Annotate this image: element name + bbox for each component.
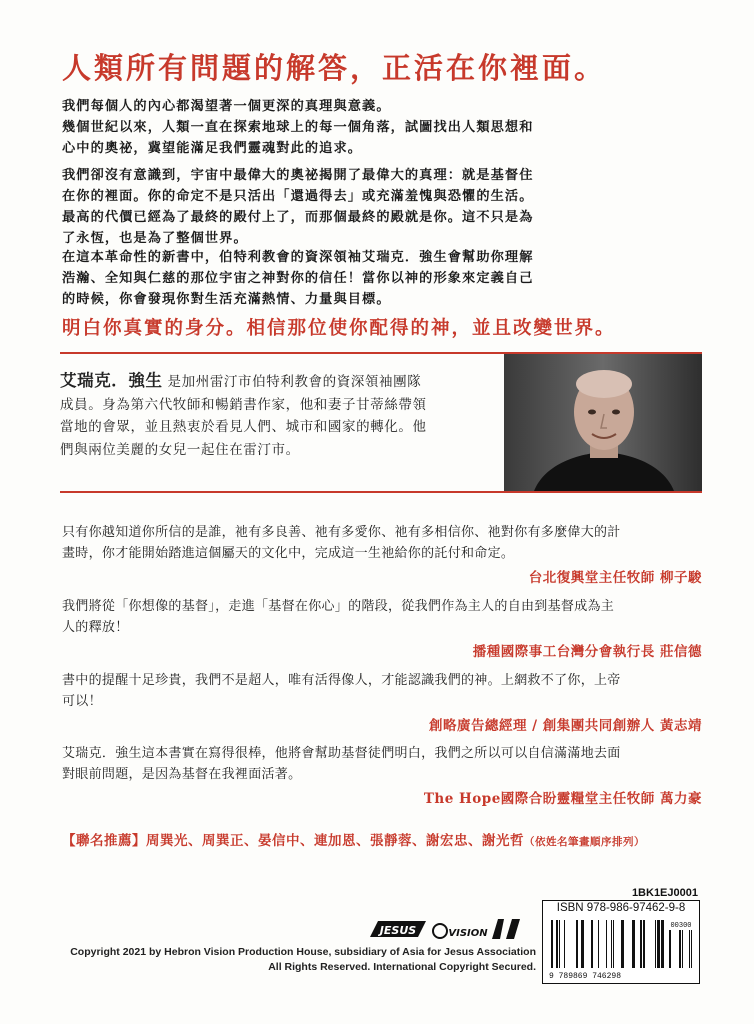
endorsement-line: 我們將從「你想像的基督」，走進「基督在你心」的階段，從我們作為主人的自由到基督成為主	[62, 599, 615, 614]
paragraph-line: 最高的代價已經為了最終的殿付上了，而那個最終的殿就是你。這不只是為	[62, 210, 534, 225]
endorsement-3	[62, 670, 702, 737]
paragraph-line: 幾個世紀以來，人類一直在探索地球上的每一個角落，試圖找出人類思想和	[62, 120, 534, 135]
barcode-icon	[547, 918, 695, 980]
intro-paragraph-2	[62, 165, 702, 249]
intro-paragraph-3	[62, 247, 702, 310]
author-section	[60, 352, 702, 493]
endorsement-signature: 播種國際事工台灣分會執行長 莊信德	[472, 644, 702, 660]
publisher-mark-icon	[492, 919, 520, 939]
endorsement-signature: The Hope國際合盼靈糧堂主任牧師 萬力豪	[423, 791, 702, 807]
paragraph-line: 心中的奧祕，冀望能滿足我們靈魂對此的追求。	[62, 141, 363, 156]
paragraph-line: 我們每個人的內心都渴望著一個更深的真理與意義。	[62, 99, 391, 114]
joint-recommendation	[62, 829, 645, 849]
author-name: 艾瑞克．強生	[60, 371, 163, 390]
vision-logo-icon	[433, 924, 488, 939]
author-bio-line: 成員。身為第六代牧師和暢銷書作家，他和妻子甘蒂絲帶領	[60, 396, 427, 413]
copyright-line: All Rights Reserved. International Copyright Secured.	[268, 960, 536, 973]
headline: 人類所有問題的解答，正活在你裡面。	[62, 51, 607, 85]
product-code: 1BK1EJ0001	[631, 887, 698, 899]
endorsement-2	[62, 596, 702, 663]
author-bio-line: 是加州雷汀市伯特利教會的資深領袖團隊	[167, 374, 422, 390]
paragraph-line: 在你的裡面。你的命定不是只活出「還過得去」或充滿羞愧與恐懼的生活。	[62, 189, 534, 204]
author-photo	[504, 354, 702, 491]
paragraph-line: 我們卻沒有意識到，宇宙中最偉大的奧祕揭開了最偉大的真理：就是基督住	[62, 168, 534, 183]
endorsement-line: 對眼前問題，是因為基督在我裡面活著。	[62, 767, 302, 782]
price-code: 00300	[670, 922, 692, 930]
paragraph-line: 在這本革命性的新書中，伯特利教會的資深領袖艾瑞克．強生會幫助你理解	[62, 250, 534, 265]
endorsement-1	[62, 522, 702, 589]
endorsement-signature: 台北復興堂主任牧師 柳子駿	[528, 570, 702, 586]
author-bio	[60, 370, 490, 461]
copyright-notice	[56, 945, 536, 974]
endorsement-line: 人的釋放！	[62, 620, 129, 635]
endorsement-4	[62, 743, 702, 810]
endorsement-signature: 創略廣告總經理 / 創集團共同創辦人 黃志靖	[428, 718, 702, 734]
isbn-number: ISBN 978-986-97462-9-8	[556, 902, 686, 914]
author-bio-line: 們與兩位美麗的女兒一起住在雷汀市。	[60, 441, 300, 458]
logo-vision-text: VISION	[448, 928, 488, 939]
paragraph-line: 浩瀚、全知與仁慈的那位宇宙之神對你的信任！當你以神的形象來定義自己	[62, 271, 534, 286]
barcode-digits: 9 789869 746298	[549, 972, 622, 980]
endorsement-line: 只有你越知道你所信的是誰，祂有多良善、祂有多愛你、祂有多相信你、祂對你有多麼偉大的計	[62, 525, 621, 540]
jesus-logo-icon	[370, 921, 426, 937]
recommend-list: 【聯名推薦】周巽光、周巽正、晏信中、連加恩、張靜蓉、謝宏忠、謝光哲	[62, 833, 524, 849]
paragraph-line: 的時候，你會發現你對生活充滿熱情、力量與目標。	[62, 292, 391, 307]
isbn-barcode-box	[542, 900, 700, 984]
logo-jesus-text: JESUS	[379, 924, 417, 937]
endorsement-line: 畫時，你才能開始踏進這個屬天的文化中，完成這一生祂給你的託付和命定。	[62, 546, 515, 561]
tagline: 明白你真實的身分。相信那位使你配得的神，並且改變世界。	[62, 318, 616, 339]
recommend-note: （依姓名筆畫順序排列）	[524, 836, 645, 848]
endorsement-line: 書中的提醒十足珍貴，我們不是超人，唯有活得像人，才能認識我們的神。上網救不了你，上帝	[62, 673, 621, 688]
publisher-logos	[368, 915, 528, 943]
paragraph-line: 了永恆，也是為了整個世界。	[62, 231, 248, 246]
copyright-line: Copyright 2021 by Hebron Vision Production House, subsidiary of Asia for Jesus Association	[70, 946, 536, 958]
intro-paragraph-1	[62, 96, 702, 159]
endorsement-line: 艾瑞克．強生這本書實在寫得很棒，他將會幫助基督徒們明白，我們之所以可以自信滿滿地去面	[62, 746, 621, 761]
author-bio-line: 當地的會眾，並且熱衷於看見人們、城市和國家的轉化。他	[60, 419, 427, 435]
endorsement-line: 可以！	[62, 694, 102, 709]
